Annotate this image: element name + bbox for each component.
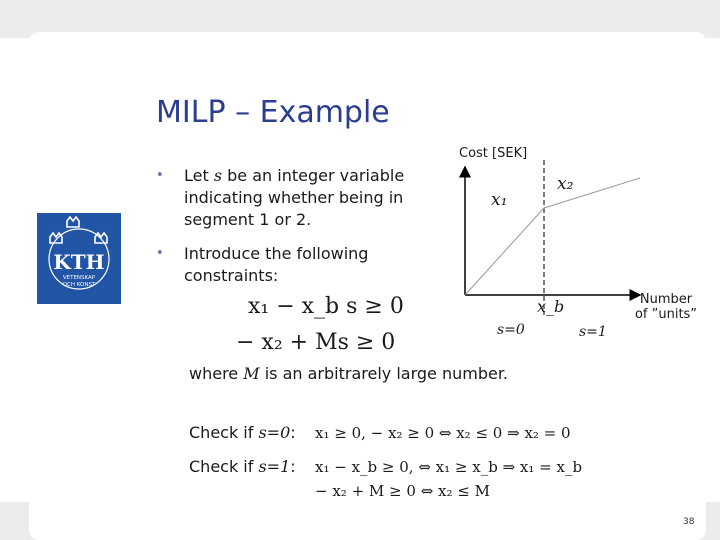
breakpoint-label: x_b bbox=[537, 297, 565, 316]
bullet-1-var: s bbox=[213, 166, 223, 185]
where-post: is an arbitrarely large number. bbox=[259, 364, 509, 383]
constraint-2: − x₂ + Ms ≥ 0 bbox=[236, 330, 396, 355]
check-s0-math: x₁ ≥ 0, − x₂ ≥ 0 ⇔ x₂ ≤ 0 ⇒ x₂ = 0 bbox=[315, 424, 571, 442]
page-number: 38 bbox=[683, 517, 695, 527]
kth-logo-text: KTH bbox=[53, 250, 105, 274]
check-s1-var: s=1 bbox=[258, 457, 291, 476]
segment-2-label: x₂ bbox=[557, 174, 574, 194]
where-pre: where bbox=[189, 364, 244, 383]
kth-logo-graphic bbox=[37, 213, 121, 304]
kth-logo-sub1: VETENSKAP bbox=[62, 275, 96, 281]
check-s1-math-2: − x₂ + M ≥ 0 ⇔ x₂ ≤ M bbox=[315, 482, 490, 500]
where-line bbox=[189, 364, 508, 383]
constraint-1: x₁ − x_b s ≥ 0 bbox=[248, 294, 404, 319]
where-var: M bbox=[243, 364, 260, 383]
x-axis-label bbox=[628, 292, 704, 322]
bullet-1-line-2: indicating whether being in bbox=[184, 188, 404, 207]
y-axis-label: Cost [SEK] bbox=[459, 146, 528, 161]
bullet-dot: • bbox=[156, 246, 164, 261]
segment-1-label: x₁ bbox=[491, 190, 508, 210]
bullet-1-line-3: segment 1 or 2. bbox=[184, 210, 312, 229]
slide-title: MILP – Example bbox=[156, 95, 390, 130]
check-s0-var: s=0 bbox=[258, 423, 291, 442]
kth-logo bbox=[37, 213, 121, 304]
bullet-2 bbox=[156, 243, 369, 287]
segment-1-line bbox=[465, 208, 544, 295]
s0-label: s=0 bbox=[497, 322, 525, 338]
check-s0-label bbox=[189, 423, 296, 442]
bullet-1 bbox=[156, 165, 405, 231]
bullet-1-line-1 bbox=[184, 165, 404, 187]
bullet-dot: • bbox=[156, 168, 164, 183]
bullet-1-post: be an integer variable bbox=[222, 166, 405, 185]
bullet-2-line-2: constraints: bbox=[184, 266, 279, 285]
x-axis-label-line-1: Number bbox=[639, 292, 693, 307]
check-s1-post: : bbox=[290, 457, 296, 476]
check-s1-pre: Check if bbox=[189, 457, 259, 476]
bullet-2-line-1: Introduce the following bbox=[184, 244, 369, 263]
x-axis-label-line-2: of ”units” bbox=[634, 307, 698, 322]
check-s0-pre: Check if bbox=[189, 423, 259, 442]
check-s1-math: x₁ − x_b ≥ 0, ⇔ x₁ ≥ x_b ⇒ x₁ = x_b bbox=[315, 458, 583, 476]
check-s0-post: : bbox=[290, 423, 296, 442]
bullet-1-pre: Let bbox=[184, 166, 214, 185]
check-s1-label bbox=[189, 457, 296, 476]
s1-label: s=1 bbox=[579, 324, 607, 340]
kth-logo-sub2: OCH KONST bbox=[62, 282, 96, 288]
